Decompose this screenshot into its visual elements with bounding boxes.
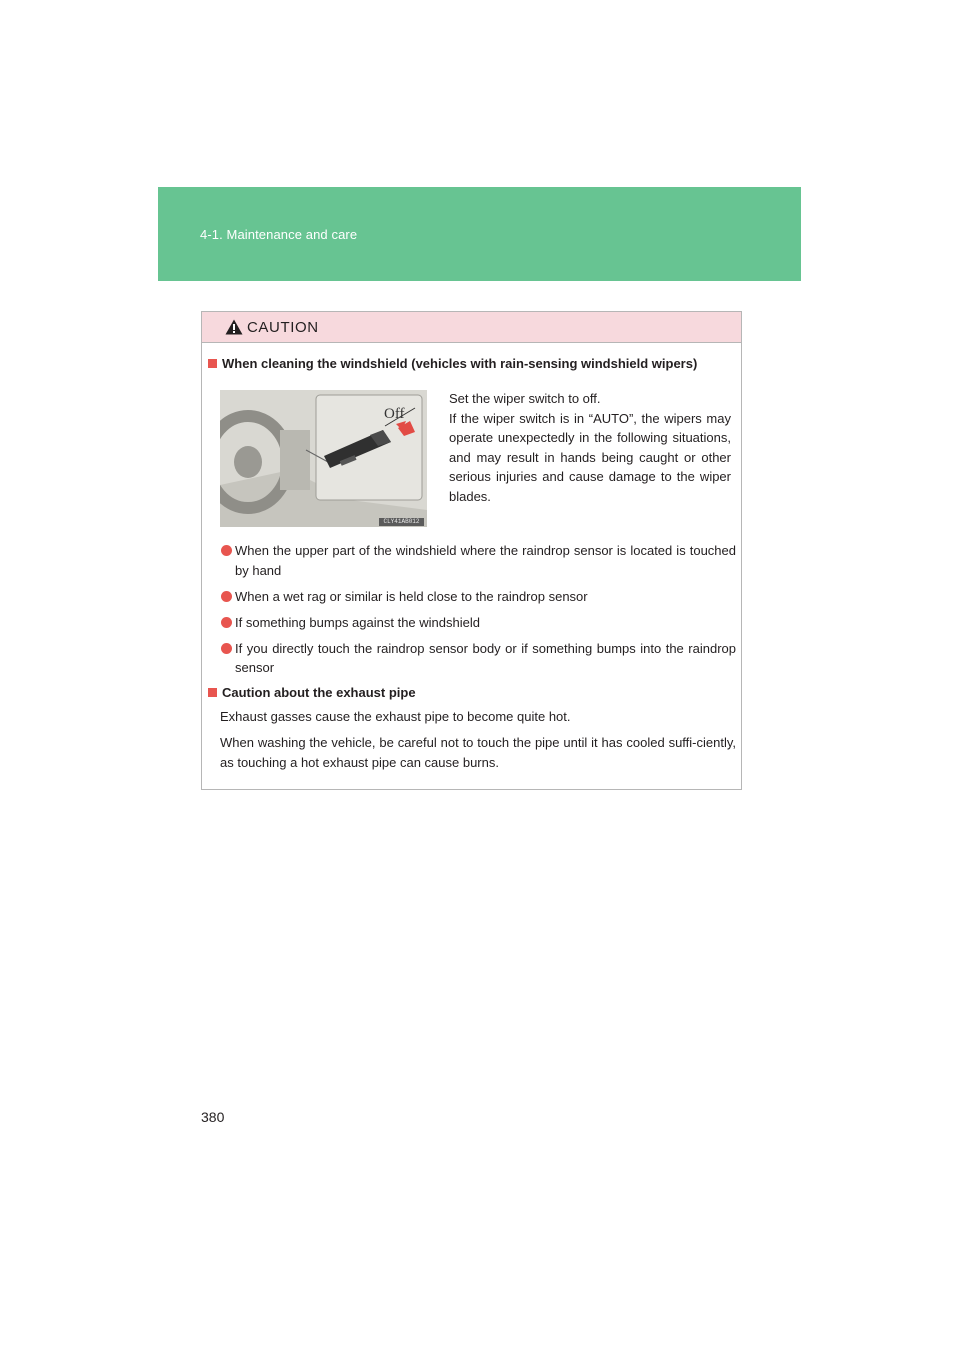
round-bullet-icon <box>221 617 232 628</box>
list-item: When a wet rag or similar is held close to the raindrop sensor <box>217 587 736 607</box>
list-item: When the upper part of the windshield where the raindrop sensor is located is touched by hand <box>217 541 736 580</box>
exhaust-paragraph: When washing the vehicle, be careful not to touch the pipe until it has cooled suffi-ciently, as touching a hot exhaust pipe can cause burns. <box>220 735 736 770</box>
exhaust-heading <box>208 685 416 700</box>
exhaust-heading-text: Caution about the exhaust pipe <box>222 685 416 700</box>
square-bullet-icon <box>208 688 217 697</box>
caution-box <box>201 311 742 790</box>
caution-title: CAUTION <box>247 318 319 336</box>
windshield-heading <box>208 356 697 371</box>
list-item: If something bumps against the windshield <box>217 613 736 633</box>
caution-header <box>202 312 741 343</box>
exhaust-paragraph: Exhaust gasses cause the exhaust pipe to become quite hot. <box>220 709 571 724</box>
exhaust-body <box>220 707 736 779</box>
list-item: If you directly touch the raindrop sensor body or if something bumps into the raindrop sensor <box>217 639 736 678</box>
round-bullet-icon <box>221 545 232 556</box>
wiper-switch-illustration <box>220 390 427 527</box>
wiper-switch-figure <box>220 390 427 527</box>
section-title: 4-1. Maintenance and care <box>200 227 358 242</box>
wiper-instructions <box>449 389 731 506</box>
wiper-description: If the wiper switch is in “AUTO”, the wipers may operate unexpectedly in the following situations, and may result in hands being caught or other serious injuries and cause damage to the wiper blades. <box>449 410 731 504</box>
page-number: 380 <box>201 1109 225 1125</box>
round-bullet-icon <box>221 643 232 654</box>
warning-triangle-icon <box>225 319 243 335</box>
situation-list <box>217 541 736 684</box>
figure-code: CLY41AB012 <box>379 518 424 526</box>
square-bullet-icon <box>208 359 217 368</box>
wiper-intro: Set the wiper switch to off. <box>449 391 601 406</box>
svg-text:Off: Off <box>384 406 405 422</box>
windshield-heading-text: When cleaning the windshield (vehicles with rain-sensing windshield wipers) <box>222 356 698 371</box>
section-header-band <box>158 187 801 281</box>
round-bullet-icon <box>221 591 232 602</box>
